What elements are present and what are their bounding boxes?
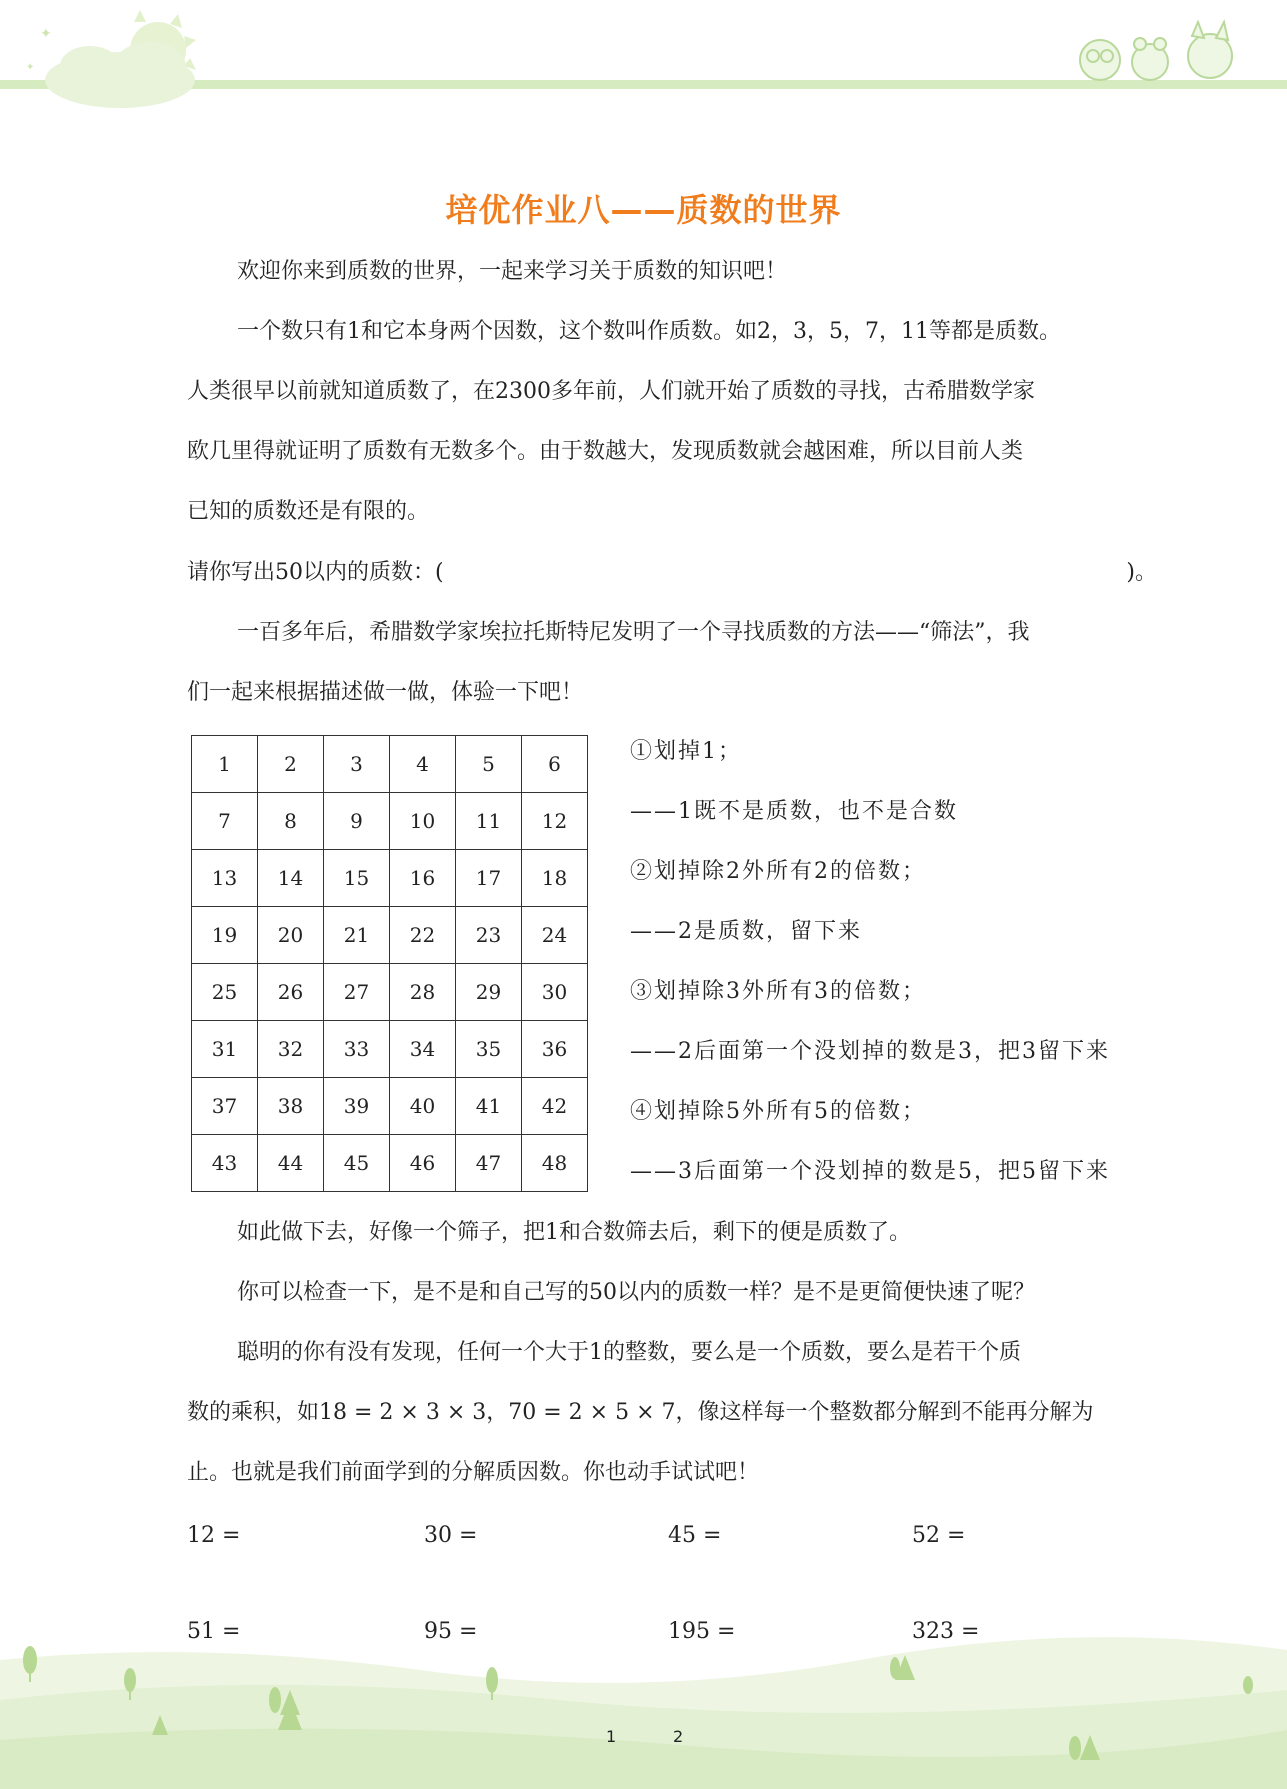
grid-cell: 26: [258, 964, 324, 1021]
paragraph-line: 你可以检查一下，是不是和自己写的50以内的质数一样？是不是更简便快速了呢？: [237, 1280, 1035, 1305]
grid-cell: 40: [390, 1078, 456, 1135]
grid-cell: 28: [390, 964, 456, 1021]
grid-cell: 4: [390, 736, 456, 793]
grid-row: [192, 793, 588, 850]
grid-cell: 45: [324, 1135, 390, 1192]
paragraph-line: 数的乘积，如18 = 2 × 3 × 3，70 = 2 × 5 × 7，像这样每一个整数都分解到不能再分解为: [187, 1400, 1094, 1425]
grid-cell: 15: [324, 850, 390, 907]
sieve-intro-paragraph: [187, 603, 1157, 723]
factorization-paragraph: [187, 1323, 1157, 1503]
grid-cell: 8: [258, 793, 324, 850]
grid-cell: 44: [258, 1135, 324, 1192]
paragraph-line: 一百多年后，希腊数学家埃拉托斯特尼发明了一个寻找质数的方法——“筛法”，我: [237, 620, 1030, 645]
exercise-item: 95 =: [424, 1619, 478, 1644]
prime-definition-paragraph: [187, 302, 1157, 542]
paragraph-line: 止。也就是我们前面学到的分解质因数。你也动手试试吧！: [187, 1460, 760, 1485]
grid-cell: 41: [456, 1078, 522, 1135]
sieve-conclusion-paragraph: [187, 1203, 1157, 1323]
exercise-item: 12 =: [187, 1523, 241, 1548]
grid-cell: 23: [456, 907, 522, 964]
grid-row: [192, 964, 588, 1021]
grid-cell: 31: [192, 1021, 258, 1078]
grid-cell: 39: [324, 1078, 390, 1135]
grid-cell: 32: [258, 1021, 324, 1078]
grid-row: [192, 1135, 588, 1192]
question-close: )。: [1126, 560, 1157, 585]
grid-cell: 3: [324, 736, 390, 793]
svg-text:✦: ✦: [40, 26, 52, 42]
grid-cell: 48: [522, 1135, 588, 1192]
sieve-step: ④划掉除5外所有5的倍数；: [630, 1099, 926, 1124]
grid-cell: 10: [390, 793, 456, 850]
exercise-item: 323 =: [912, 1619, 980, 1644]
sieve-step: ②划掉除2外所有2的倍数；: [630, 859, 926, 884]
grid-row: [192, 1021, 588, 1078]
grid-cell: 16: [390, 850, 456, 907]
grid-cell: 18: [522, 850, 588, 907]
grid-cell: 12: [522, 793, 588, 850]
exercise-item: 195 =: [668, 1619, 736, 1644]
sieve-step-note: ——1既不是质数，也不是合数: [630, 799, 958, 824]
grid-cell: 43: [192, 1135, 258, 1192]
grid-cell: 36: [522, 1021, 588, 1078]
exercise-item: 45 =: [668, 1523, 722, 1548]
grid-cell: 1: [192, 736, 258, 793]
grid-cell: 21: [324, 907, 390, 964]
grid-cell: 6: [522, 736, 588, 793]
fill-in-question: [187, 543, 1157, 603]
grid-cell: 47: [456, 1135, 522, 1192]
grid-cell: 46: [390, 1135, 456, 1192]
grid-cell: 42: [522, 1078, 588, 1135]
sieve-steps: [630, 722, 1150, 1202]
paragraph-line: 已知的质数还是有限的。: [187, 499, 430, 524]
grid-cell: 34: [390, 1021, 456, 1078]
paragraph-line: 如此做下去，好像一个筛子，把1和合数筛去后，剩下的便是质数了。: [237, 1220, 911, 1245]
page-number-left: 1: [606, 1727, 617, 1746]
paragraph-line: 人类很早以前就知道质数了，在2300多年前，人们就开始了质数的寻找，古希腊数学家: [187, 379, 1035, 404]
paragraph-line: 欧几里得就证明了质数有无数多个。由于数越大，发现质数就会越困难，所以目前人类: [187, 439, 1024, 464]
grid-cell: 13: [192, 850, 258, 907]
sieve-number-grid: [191, 735, 588, 1192]
intro-line: 欢迎你来到质数的世界，一起来学习关于质数的知识吧！: [237, 259, 788, 284]
exercise-item: 51 =: [187, 1619, 241, 1644]
exercise-item: 52 =: [912, 1523, 966, 1548]
grid-row: [192, 1078, 588, 1135]
grid-cell: 14: [258, 850, 324, 907]
grid-cell: 27: [324, 964, 390, 1021]
paragraph-line: 聪明的你有没有发现，任何一个大于1的整数，要么是一个质数，要么是若干个质: [237, 1340, 1021, 1365]
paragraph-line: 们一起来根据描述做一做，体验一下吧！: [187, 680, 584, 705]
page-number-right: 2: [673, 1727, 684, 1746]
grid-cell: 22: [390, 907, 456, 964]
grid-cell: 30: [522, 964, 588, 1021]
grid-cell: 24: [522, 907, 588, 964]
exercise-item: 30 =: [424, 1523, 478, 1548]
sieve-step-note: ——2后面第一个没划掉的数是3，把3留下来: [630, 1039, 1110, 1064]
grid-cell: 25: [192, 964, 258, 1021]
svg-text:✦: ✦: [26, 62, 35, 73]
question-prompt: 请你写出50以内的质数：(: [187, 560, 444, 585]
grid-row: [192, 850, 588, 907]
grid-cell: 11: [456, 793, 522, 850]
grid-cell: 19: [192, 907, 258, 964]
grid-cell: 17: [456, 850, 522, 907]
sieve-step-note: ——3后面第一个没划掉的数是5，把5留下来: [630, 1159, 1110, 1184]
grid-cell: 35: [456, 1021, 522, 1078]
grid-cell: 20: [258, 907, 324, 964]
paragraph-line: 一个数只有1和它本身两个因数，这个数叫作质数。如2，3，5，7，11等都是质数。: [237, 319, 1061, 344]
grid-cell: 29: [456, 964, 522, 1021]
intro-paragraph: [187, 242, 1157, 302]
grid-cell: 33: [324, 1021, 390, 1078]
grid-row: [192, 736, 588, 793]
page-title: 培优作业八——质数的世界: [445, 191, 842, 229]
grid-cell: 2: [258, 736, 324, 793]
grid-row: [192, 907, 588, 964]
grid-cell: 7: [192, 793, 258, 850]
grid-cell: 37: [192, 1078, 258, 1135]
sieve-step: ①划掉1；: [630, 739, 742, 764]
grid-cell: 5: [456, 736, 522, 793]
grid-cell: 38: [258, 1078, 324, 1135]
sieve-step-note: ——2是质数，留下来: [630, 919, 862, 944]
grid-cell: 9: [324, 793, 390, 850]
sieve-step: ③划掉除3外所有3的倍数；: [630, 979, 926, 1004]
